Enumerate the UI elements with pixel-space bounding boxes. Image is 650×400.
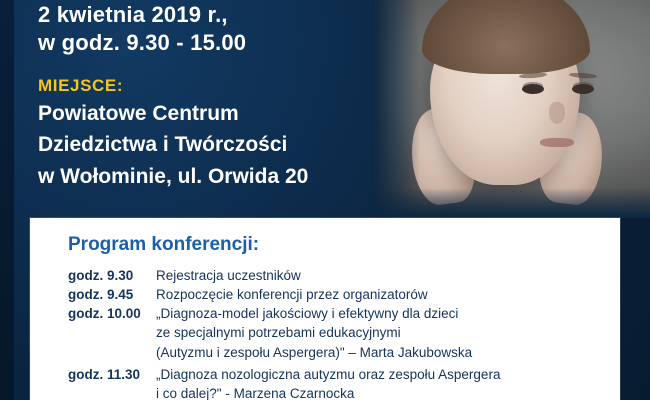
program-entry-line: „Diagnoza-model jakościowy i efektywny dla dzieci — [156, 306, 459, 322]
place-line-2: Dziedzictwa i Twórczości — [38, 133, 288, 157]
program-entry-time: godz. 9.30 — [68, 268, 134, 283]
program-entry-time: godz. 9.45 — [68, 287, 134, 303]
program-entry — [68, 304, 594, 361]
program-entry-line: Rejestracja uczestników — [156, 268, 301, 283]
program-panel — [30, 218, 620, 400]
program-entry-time: godz. 10.00 — [68, 306, 141, 322]
child-portrait-photo — [372, 0, 650, 218]
program-entry-desc — [156, 304, 594, 361]
program-entry — [68, 266, 594, 285]
program-entry-line: ze specjalnymi potrzebami edukacyjnymi — [156, 325, 401, 341]
program-title: Program konferencji: — [68, 234, 260, 255]
program-entry — [68, 285, 594, 304]
hair-shape — [422, 0, 590, 74]
place-line-1: Powiatowe Centrum — [38, 101, 239, 125]
mouth — [540, 138, 574, 147]
program-entry-line: (Autyzmu i zespołu Aspergera)" – Marta Jakubowska — [156, 344, 473, 360]
program-entry-line: Rozpoczęcie konferencji przez organizatorów — [156, 287, 428, 303]
eye-right — [572, 84, 594, 94]
event-info-block — [38, 0, 388, 190]
program-entry-desc — [156, 365, 594, 400]
event-date-line-2: w godz. 9.30 - 15.00 — [38, 29, 247, 55]
nose — [549, 102, 565, 124]
program-entry-desc — [156, 266, 594, 285]
place-label: MIEJSCE: — [38, 75, 124, 95]
program-entry-desc — [156, 285, 594, 304]
program-entry-time: godz. 11.30 — [68, 366, 141, 382]
eye-left — [522, 84, 544, 94]
left-edge-strip — [0, 0, 14, 400]
event-date-line-1: 2 kwietnia 2019 r., — [38, 2, 228, 27]
program-entry-line: „Diagnoza nozologiczna autyzmu oraz zespołu Aspergera — [156, 366, 501, 382]
program-entry-line: i co dalej?" - Marzena Czarnocka — [156, 385, 355, 400]
program-entry — [68, 365, 594, 400]
place-line-3: w Wołominie, ul. Orwida 20 — [38, 164, 309, 188]
photo-fade-bottom — [372, 188, 650, 218]
